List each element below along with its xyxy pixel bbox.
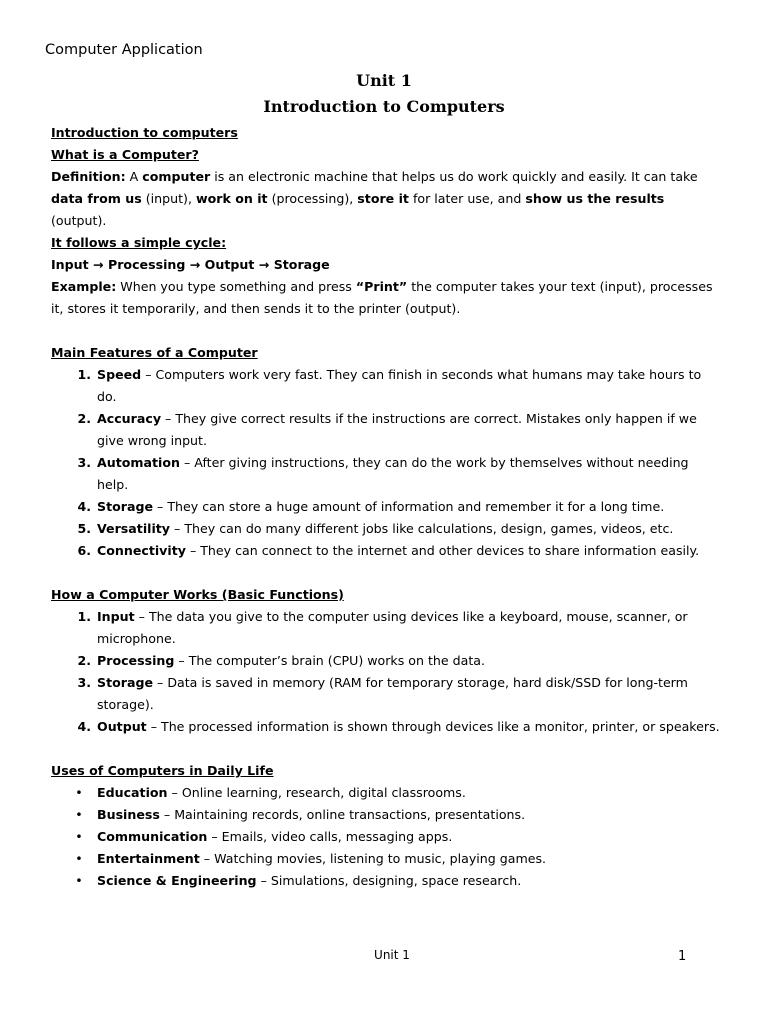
list-number: 6. <box>77 543 91 558</box>
page-number: 1 <box>678 949 687 964</box>
list-item <box>51 364 723 408</box>
unit-title: Unit 1 <box>356 71 412 90</box>
document-body <box>51 122 723 892</box>
list-description: – They give correct results if the instructions are correct. Mistakes only happen if we give wrong input. <box>97 411 697 448</box>
list-description: – Online learning, research, digital classrooms. <box>167 785 466 800</box>
list-description: – The processed information is shown through devices like a monitor, printer, or speakers. <box>146 719 720 734</box>
definition-bold: show us the results <box>525 191 665 206</box>
example-text: When you type something and press <box>116 279 356 294</box>
uses-list <box>51 782 723 892</box>
intro-section-heading: Introduction to computers <box>51 125 238 140</box>
list-item <box>51 452 723 496</box>
example-bold: “Print” <box>355 279 408 294</box>
footer-unit-label: Unit 1 <box>374 948 410 962</box>
list-description: – They can store a huge amount of information and remember it for a long time. <box>153 499 665 514</box>
example-paragraph <box>51 276 723 320</box>
list-number: 2. <box>77 653 91 668</box>
list-number: 1. <box>77 367 91 382</box>
list-term: Business <box>97 807 160 822</box>
how-computer-works-heading: How a Computer Works (Basic Functions) <box>51 587 344 602</box>
list-term: Accuracy <box>97 411 162 426</box>
list-description: – Computers work very fast. They can finish in seconds what humans may take hours to do. <box>97 367 702 404</box>
features-list <box>51 364 723 562</box>
definition-text: A <box>125 169 143 184</box>
list-number: 4. <box>77 499 91 514</box>
example-label: Example: <box>51 279 117 294</box>
definition-text: is an electronic machine that helps us do work quickly and easily. It can take <box>210 169 698 184</box>
what-is-computer-heading: What is a Computer? <box>51 147 199 162</box>
list-term: Communication <box>97 829 208 844</box>
definition-label: Definition: <box>51 169 126 184</box>
list-item <box>51 518 723 540</box>
list-term: Connectivity <box>97 543 186 558</box>
list-number: 2. <box>77 411 91 426</box>
list-item <box>51 870 723 892</box>
bullet-icon: • <box>75 807 83 822</box>
document-header: Computer Application <box>45 42 203 58</box>
list-term: Automation <box>97 455 180 470</box>
list-description: – The computer’s brain (CPU) works on the data. <box>174 653 486 668</box>
list-term: Processing <box>97 653 175 668</box>
list-term: Education <box>97 785 168 800</box>
list-description: – Maintaining records, online transactions, presentations. <box>159 807 526 822</box>
definition-text: (output). <box>51 213 107 228</box>
list-item <box>51 540 723 562</box>
list-term: Storage <box>97 675 154 690</box>
definition-text: for later use, and <box>408 191 526 206</box>
definition-paragraph <box>51 166 723 232</box>
list-description: – Simulations, designing, space research. <box>256 873 522 888</box>
list-number: 3. <box>77 455 91 470</box>
list-item <box>51 782 723 804</box>
definition-bold: data from us <box>51 191 142 206</box>
list-item <box>51 826 723 848</box>
cycle-heading: It follows a simple cycle: <box>51 235 227 250</box>
list-description: – They can do many different jobs like calculations, design, games, videos, etc. <box>170 521 674 536</box>
list-term: Versatility <box>97 521 171 536</box>
list-item <box>51 408 723 452</box>
list-item <box>51 606 723 650</box>
uses-heading: Uses of Computers in Daily Life <box>51 763 274 778</box>
list-term: Storage <box>97 499 154 514</box>
list-number: 3. <box>77 675 91 690</box>
list-item <box>51 650 723 672</box>
bullet-icon: • <box>75 785 83 800</box>
definition-text: (input), <box>141 191 196 206</box>
list-term: Input <box>97 609 135 624</box>
list-number: 4. <box>77 719 91 734</box>
definition-text: (processing), <box>267 191 358 206</box>
list-number: 1. <box>77 609 91 624</box>
list-term: Output <box>97 719 147 734</box>
list-number: 5. <box>77 521 91 536</box>
list-item <box>51 804 723 826</box>
bullet-icon: • <box>75 851 83 866</box>
list-term: Science & Engineering <box>97 873 257 888</box>
features-heading: Main Features of a Computer <box>51 345 258 360</box>
list-term: Entertainment <box>97 851 200 866</box>
list-description: – Data is saved in memory (RAM for temporary storage, hard disk/SSD for long-term storage). <box>97 675 688 712</box>
page-title: Introduction to Computers <box>263 97 505 116</box>
list-term: Speed <box>97 367 142 382</box>
definition-bold: computer <box>142 169 211 184</box>
definition-bold: work on it <box>195 191 268 206</box>
example-text: the computer takes your text (input), processes it, stores it temporarily, and then sends it to the printer (output). <box>51 279 713 316</box>
list-description: – They can connect to the internet and other devices to share information easily. <box>185 543 700 558</box>
list-item <box>51 716 723 738</box>
list-description: – After giving instructions, they can do the work by themselves without needing help. <box>97 455 689 492</box>
definition-bold: store it <box>357 191 409 206</box>
list-description: – The data you give to the computer using devices like a keyboard, mouse, scanner, or microphone. <box>97 609 688 646</box>
list-description: – Watching movies, listening to music, playing games. <box>199 851 547 866</box>
list-item <box>51 848 723 870</box>
list-item <box>51 672 723 716</box>
cycle-sequence: Input → Processing → Output → Storage <box>51 257 330 272</box>
bullet-icon: • <box>75 829 83 844</box>
list-description: – Emails, video calls, messaging apps. <box>207 829 453 844</box>
list-item <box>51 496 723 518</box>
bullet-icon: • <box>75 873 83 888</box>
functions-list <box>51 606 723 738</box>
